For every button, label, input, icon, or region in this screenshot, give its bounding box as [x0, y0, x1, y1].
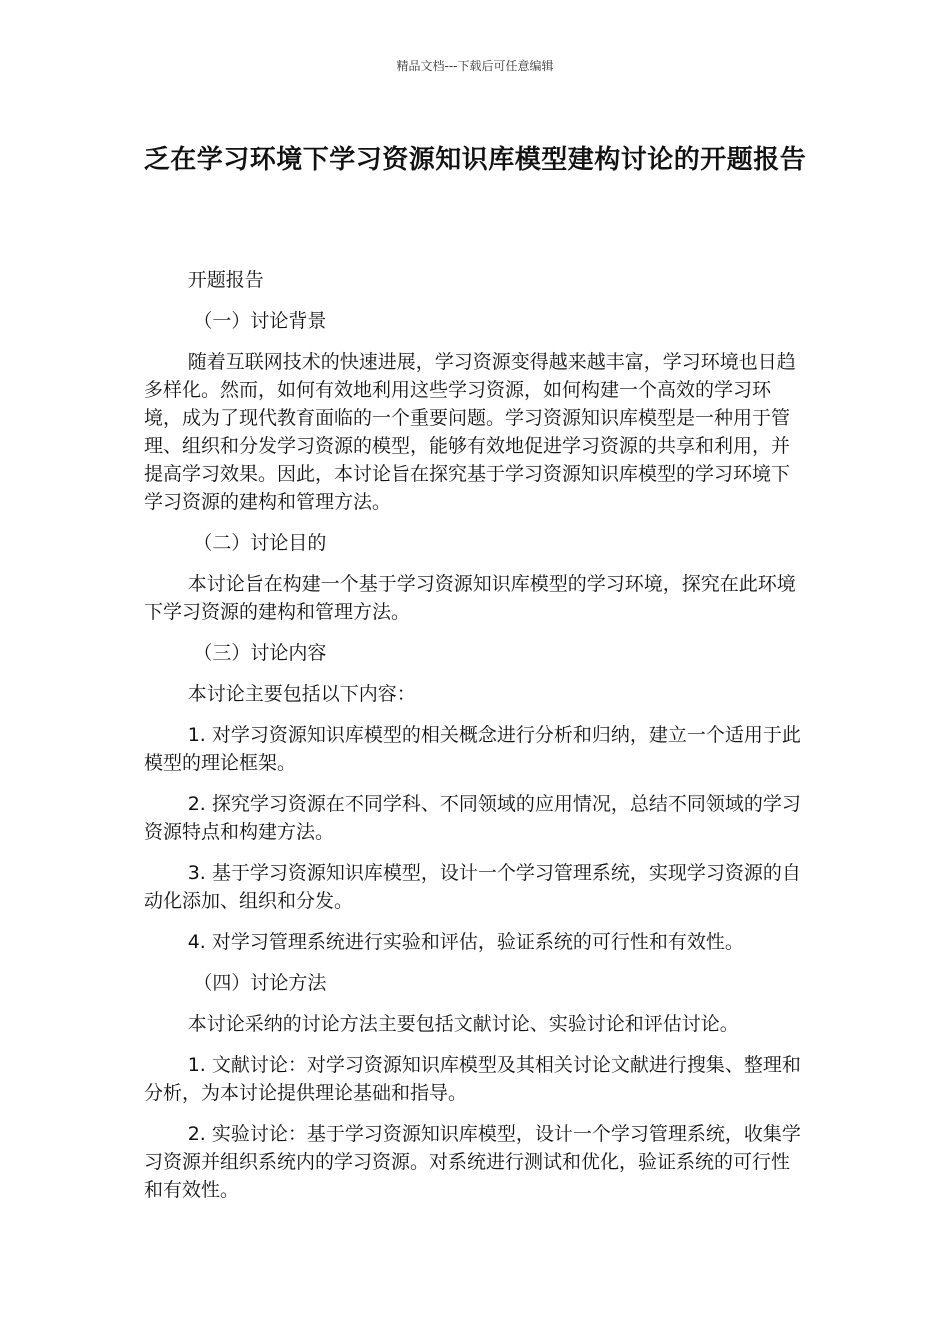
- paragraph-content-intro: 本讨论主要包括以下内容：: [187, 683, 416, 705]
- paragraph-background: 随着互联网技术的快速进展，学习资源变得越来越丰富，学习环境也日趋多样化。然而，如何有效地利用这些学习资源，如何构建一个高效的学习环境，成为了现代教育面临的一个重要问题。学习资源知识库模型是一种用于管理、组织和分发学习资源的模型，能够有效地促进学习资源的共享和利用，并提高学习效果。因此，本讨论旨在探究基于学习资源知识库模型的学习环境下学习资源的建构和管理方法。: [144, 351, 796, 513]
- page-header-watermark: 精品文档---下载后可任意编辑: [396, 59, 554, 73]
- list-item-method-1: 1. 文献讨论：对学习资源知识库模型及其相关讨论文献进行搜集、整理和分析，为本讨论提供理论基础和指导。: [144, 1054, 801, 1104]
- list-item-content-4: 4. 对学习管理系统进行实验和评估，验证系统的可行性和有效性。: [187, 931, 744, 953]
- section-heading-content: （三）讨论内容: [193, 642, 327, 664]
- list-item-content-1: 1. 对学习资源知识库模型的相关概念进行分析和归纳，建立一个适用于此模型的理论框架。: [144, 724, 801, 774]
- paragraph-purpose: 本讨论旨在构建一个基于学习资源知识库模型的学习环境，探究在此环境下学习资源的建构和管理方法。: [144, 573, 796, 623]
- section-heading-purpose: （二）讨论目的: [193, 532, 327, 554]
- section-heading-report: 开题报告: [187, 269, 264, 291]
- section-heading-background: （一）讨论背景: [193, 310, 327, 332]
- document-title: 乏在学习环境下学习资源知识库模型建构讨论的开题报告: [143, 145, 807, 175]
- list-item-content-3: 3. 基于学习资源知识库模型，设计一个学习管理系统，实现学习资源的自动化添加、组织和分发。: [144, 862, 801, 912]
- list-item-content-2: 2. 探究学习资源在不同学科、不同领域的应用情况，总结不同领域的学习资源特点和构建方法。: [144, 793, 801, 843]
- list-item-method-2: 2. 实验讨论：基于学习资源知识库模型，设计一个学习管理系统，收集学习资源并组织系统内的学习资源。对系统进行测试和优化，验证系统的可行性和有效性。: [144, 1123, 801, 1201]
- document-body: [144, 266, 806, 1217]
- paragraph-method-intro: 本讨论采纳的讨论方法主要包括文献讨论、实验讨论和评估讨论。: [187, 1013, 739, 1035]
- section-heading-method: （四）讨论方法: [193, 972, 327, 994]
